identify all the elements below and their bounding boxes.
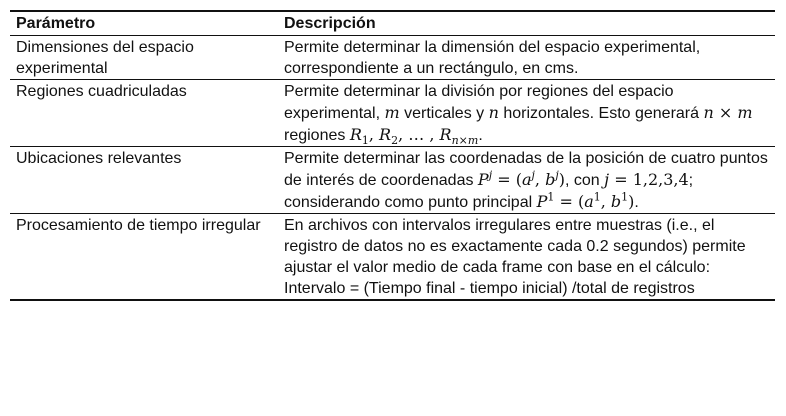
math-n-times-m: n × m xyxy=(703,103,753,122)
header-descripcion: Descripción xyxy=(278,11,775,36)
row-3-desc xyxy=(278,147,775,214)
math-close-2: ) xyxy=(628,192,635,211)
math-close-1: ) xyxy=(558,170,565,189)
row-4-param: Procesamiento de tiempo irregular xyxy=(16,217,261,234)
math-pj-sup: j xyxy=(488,168,493,182)
math-aj-sup: j xyxy=(531,168,535,182)
math-bj: b xyxy=(545,170,556,189)
row-2-end: . xyxy=(478,127,483,144)
math-comma: , xyxy=(534,170,546,189)
table-row xyxy=(10,214,775,301)
header-parametro: Parámetro xyxy=(10,11,278,36)
math-rn: R xyxy=(439,125,452,144)
row-2-param: Regiones cuadriculadas xyxy=(10,80,278,147)
row-3-param: Ubicaciones relevantes xyxy=(10,147,278,214)
math-j: j xyxy=(604,170,610,189)
math-aj: a xyxy=(521,170,532,189)
math-b1-sup: 1 xyxy=(621,190,629,204)
row-3-end: . xyxy=(634,194,639,211)
row-1-param: Dimensiones del espacio experimental xyxy=(10,36,278,80)
math-pj: P xyxy=(477,170,489,189)
math-p1: P xyxy=(536,192,548,211)
math-rn-sub: n×m xyxy=(451,134,479,148)
math-bj-sup: j xyxy=(555,168,559,182)
row-2-desc xyxy=(278,80,775,147)
table-row xyxy=(10,36,775,80)
row-2-text-3: horizontales. Esto generará xyxy=(498,105,704,122)
row-2-text-2: verticales y xyxy=(399,105,489,122)
math-eq-1: = ( xyxy=(492,170,522,189)
math-b1: b xyxy=(610,192,622,211)
table-row xyxy=(10,80,775,147)
math-r1: R xyxy=(349,125,362,144)
math-r2-sub: 2 xyxy=(391,134,399,148)
math-eq-2: = ( xyxy=(554,192,585,211)
row-4-desc: En archivos con intervalos irregulares entre muestras (i.e., el registro de datos no es exactamente cada 0.2 segundos) permite ajustar el valor medio de cada frame con base en el cálculo: Intervalo = (Tiempo final - tiempo inicial) /total de registros xyxy=(284,217,746,297)
row-1-desc: Permite determinar la dimensión del espacio experimental, correspondiente a un rectángulo, en cms. xyxy=(278,36,775,80)
row-2-text-4: regiones xyxy=(284,127,350,144)
math-ellipsis: , … , xyxy=(398,125,440,144)
math-p1-sup: 1 xyxy=(547,190,555,204)
parameters-table xyxy=(10,10,775,301)
math-j-values: = 1,2,3,4 xyxy=(609,170,689,189)
row-2-text-1: Permite determinar la división por regiones del espacio experimental, xyxy=(284,83,674,122)
math-n: n xyxy=(488,103,499,122)
table-row xyxy=(10,147,775,214)
math-r2: R xyxy=(379,125,392,144)
math-a1: a xyxy=(584,192,594,211)
math-comma-2: , xyxy=(600,192,611,211)
row-3-text-2: , con xyxy=(565,172,605,189)
math-comma-1: , xyxy=(368,125,380,144)
math-m: m xyxy=(384,103,400,122)
table-header-row xyxy=(10,11,775,36)
row-3-text-1: Permite determinar las coordenadas de la posición de cuatro puntos de interés de coordenadas xyxy=(284,150,768,189)
math-a1-sup: 1 xyxy=(593,190,601,204)
math-r1-sub: 1 xyxy=(361,134,369,148)
row-3-text-3: ; considerando como punto principal xyxy=(284,172,694,211)
